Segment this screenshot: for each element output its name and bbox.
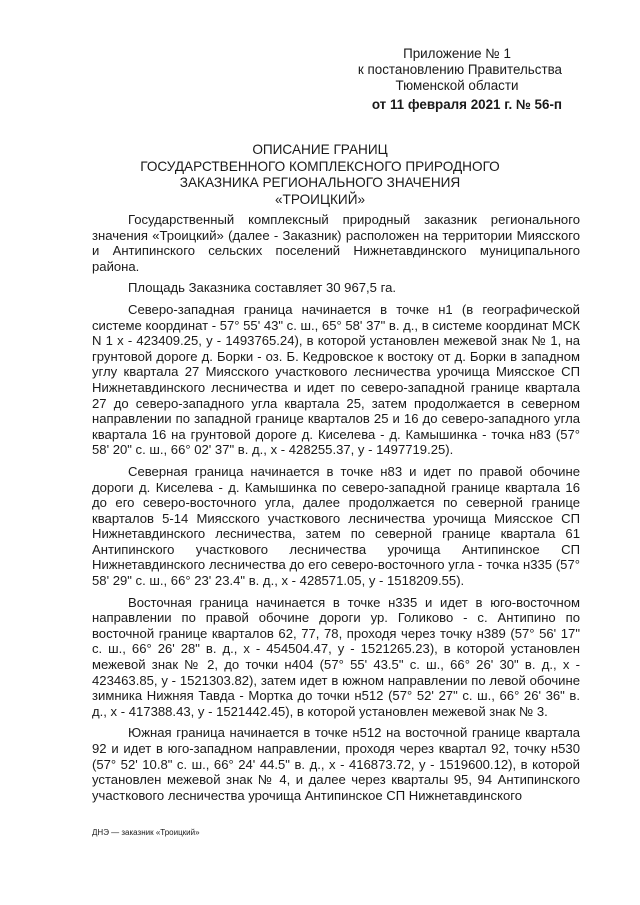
paragraph-north-border: Северная граница начинается в точке н83 и идет по правой обочине дороги д. Киселева - д. Камышинка по северо-западной границе квартала 16 до его северо-восточного угла, далее продолжается по северной границе кварталов 5-14 Миясского участкового лесничества урочища Миясское СП Нижнетавдинского лесничества, затем по северной границе квартала 61 Антипинского участкового лесничества урочища Антипинское СП Нижнетавдинского лесничества до его северо-восточного угла - точка н335 (57° 58' 29" с. ш., 66° 23' 23.4" в. д., х - 428571.05, у - 1518209.55). xyxy=(92,463,580,589)
paragraph-northwest-border: Северо-западная граница начинается в точке н1 (в географической системе координат - 57° 55' 43" с. ш., 65° 58' 37" в. д., в системе координат МСК N 1 х - 423409.25, у - 1493765.24), в которой установлен межевой знак № 1, на грунтовой дороге д. Борки - оз. Б. Кедровское к востоку от д. Борки в западном углу квартала 27 Миясского участкового лесничества урочища Миясское СП Нижнетавдинского лесничества и идет по северо-западной границе квартала 27 до северо-западного угла квартала 25, затем продолжается в северном направлении по западной границе кварталов 25 и 16 до северо-западного угла квартала 16 на грунтовой дороге д. Киселева - д. Камышинка - точка н83 (57° 58' 20" с. ш., 66° 02' 37" в. д., х - 428255.37, у - 1497719.25). xyxy=(92,301,580,458)
title-line-2: ГОСУДАРСТВЕННОГО КОМПЛЕКСНОГО ПРИРОДНОГО xyxy=(140,158,500,174)
document-body xyxy=(92,212,580,809)
paragraph-intro: Государственный комплексный природный заказник регионального значения «Троицкий» (далее - Заказник) расположен на территории Миясского и Антипинского сельских поселений Нижнетавдинского муниципального района. xyxy=(92,212,580,274)
appendix-header xyxy=(322,46,562,113)
paragraph-area: Площадь Заказника составляет 30 967,5 га. xyxy=(128,280,396,296)
appendix-resolution: к постановлению Правительства xyxy=(357,62,562,77)
paragraph-east-border: Восточная граница начинается в точке н335 и идет в юго-восточном направлении по правой обочине дороги ур. Голиково - с. Антипино по восточной границе кварталов 62, 77, 78, проходя через точку н389 (57° 56' 17" с. ш., 66° 26' 28" в. д., х - 454504.47, у - 1521265.23), в которой установлен межевой знак № 2, до точки н404 (57° 55' 43.5" с. ш., 66° 26' 30" в. д., х - 423463.85, у - 1521303.82), затем идет в южном направлении по левой обочине зимника Нижняя Тавда - Мортка до точки н512 (57° 52' 27" с. ш., 66° 26' 36" в. д., х - 417388.43, у - 1521442.45), в которой установлен межевой знак № 3. xyxy=(92,594,580,719)
appendix-date: от 11 февраля 2021 г. № 56-п xyxy=(371,97,562,112)
page-footer: ДНЭ — заказник «Троицкий» xyxy=(92,828,200,837)
title-line-1: ОПИСАНИЕ ГРАНИЦ xyxy=(252,142,388,157)
appendix-number: Приложение № 1 xyxy=(403,46,511,61)
appendix-region: Тюменской области xyxy=(395,78,519,93)
document-title xyxy=(100,142,540,208)
title-line-4: «ТРОИЦКИЙ» xyxy=(274,191,366,207)
paragraph-south-border: Южная граница начинается в точке н512 на восточной границе квартала 92 и идет в юго-западном направлении, проходя через квартал 92, точку н530 (57° 52' 10.8" с. ш., 66° 24' 44.5" в. д., х - 416873.72, у - 1519600.12), в которой установлен межевой знак № 4, и далее через кварталы 95, 94 Антипинского участкового лесничества урочища Антипинское СП Нижнетавдинского xyxy=(92,725,580,803)
title-line-3: ЗАКАЗНИКА РЕГИОНАЛЬНОГО ЗНАЧЕНИЯ xyxy=(179,175,461,191)
